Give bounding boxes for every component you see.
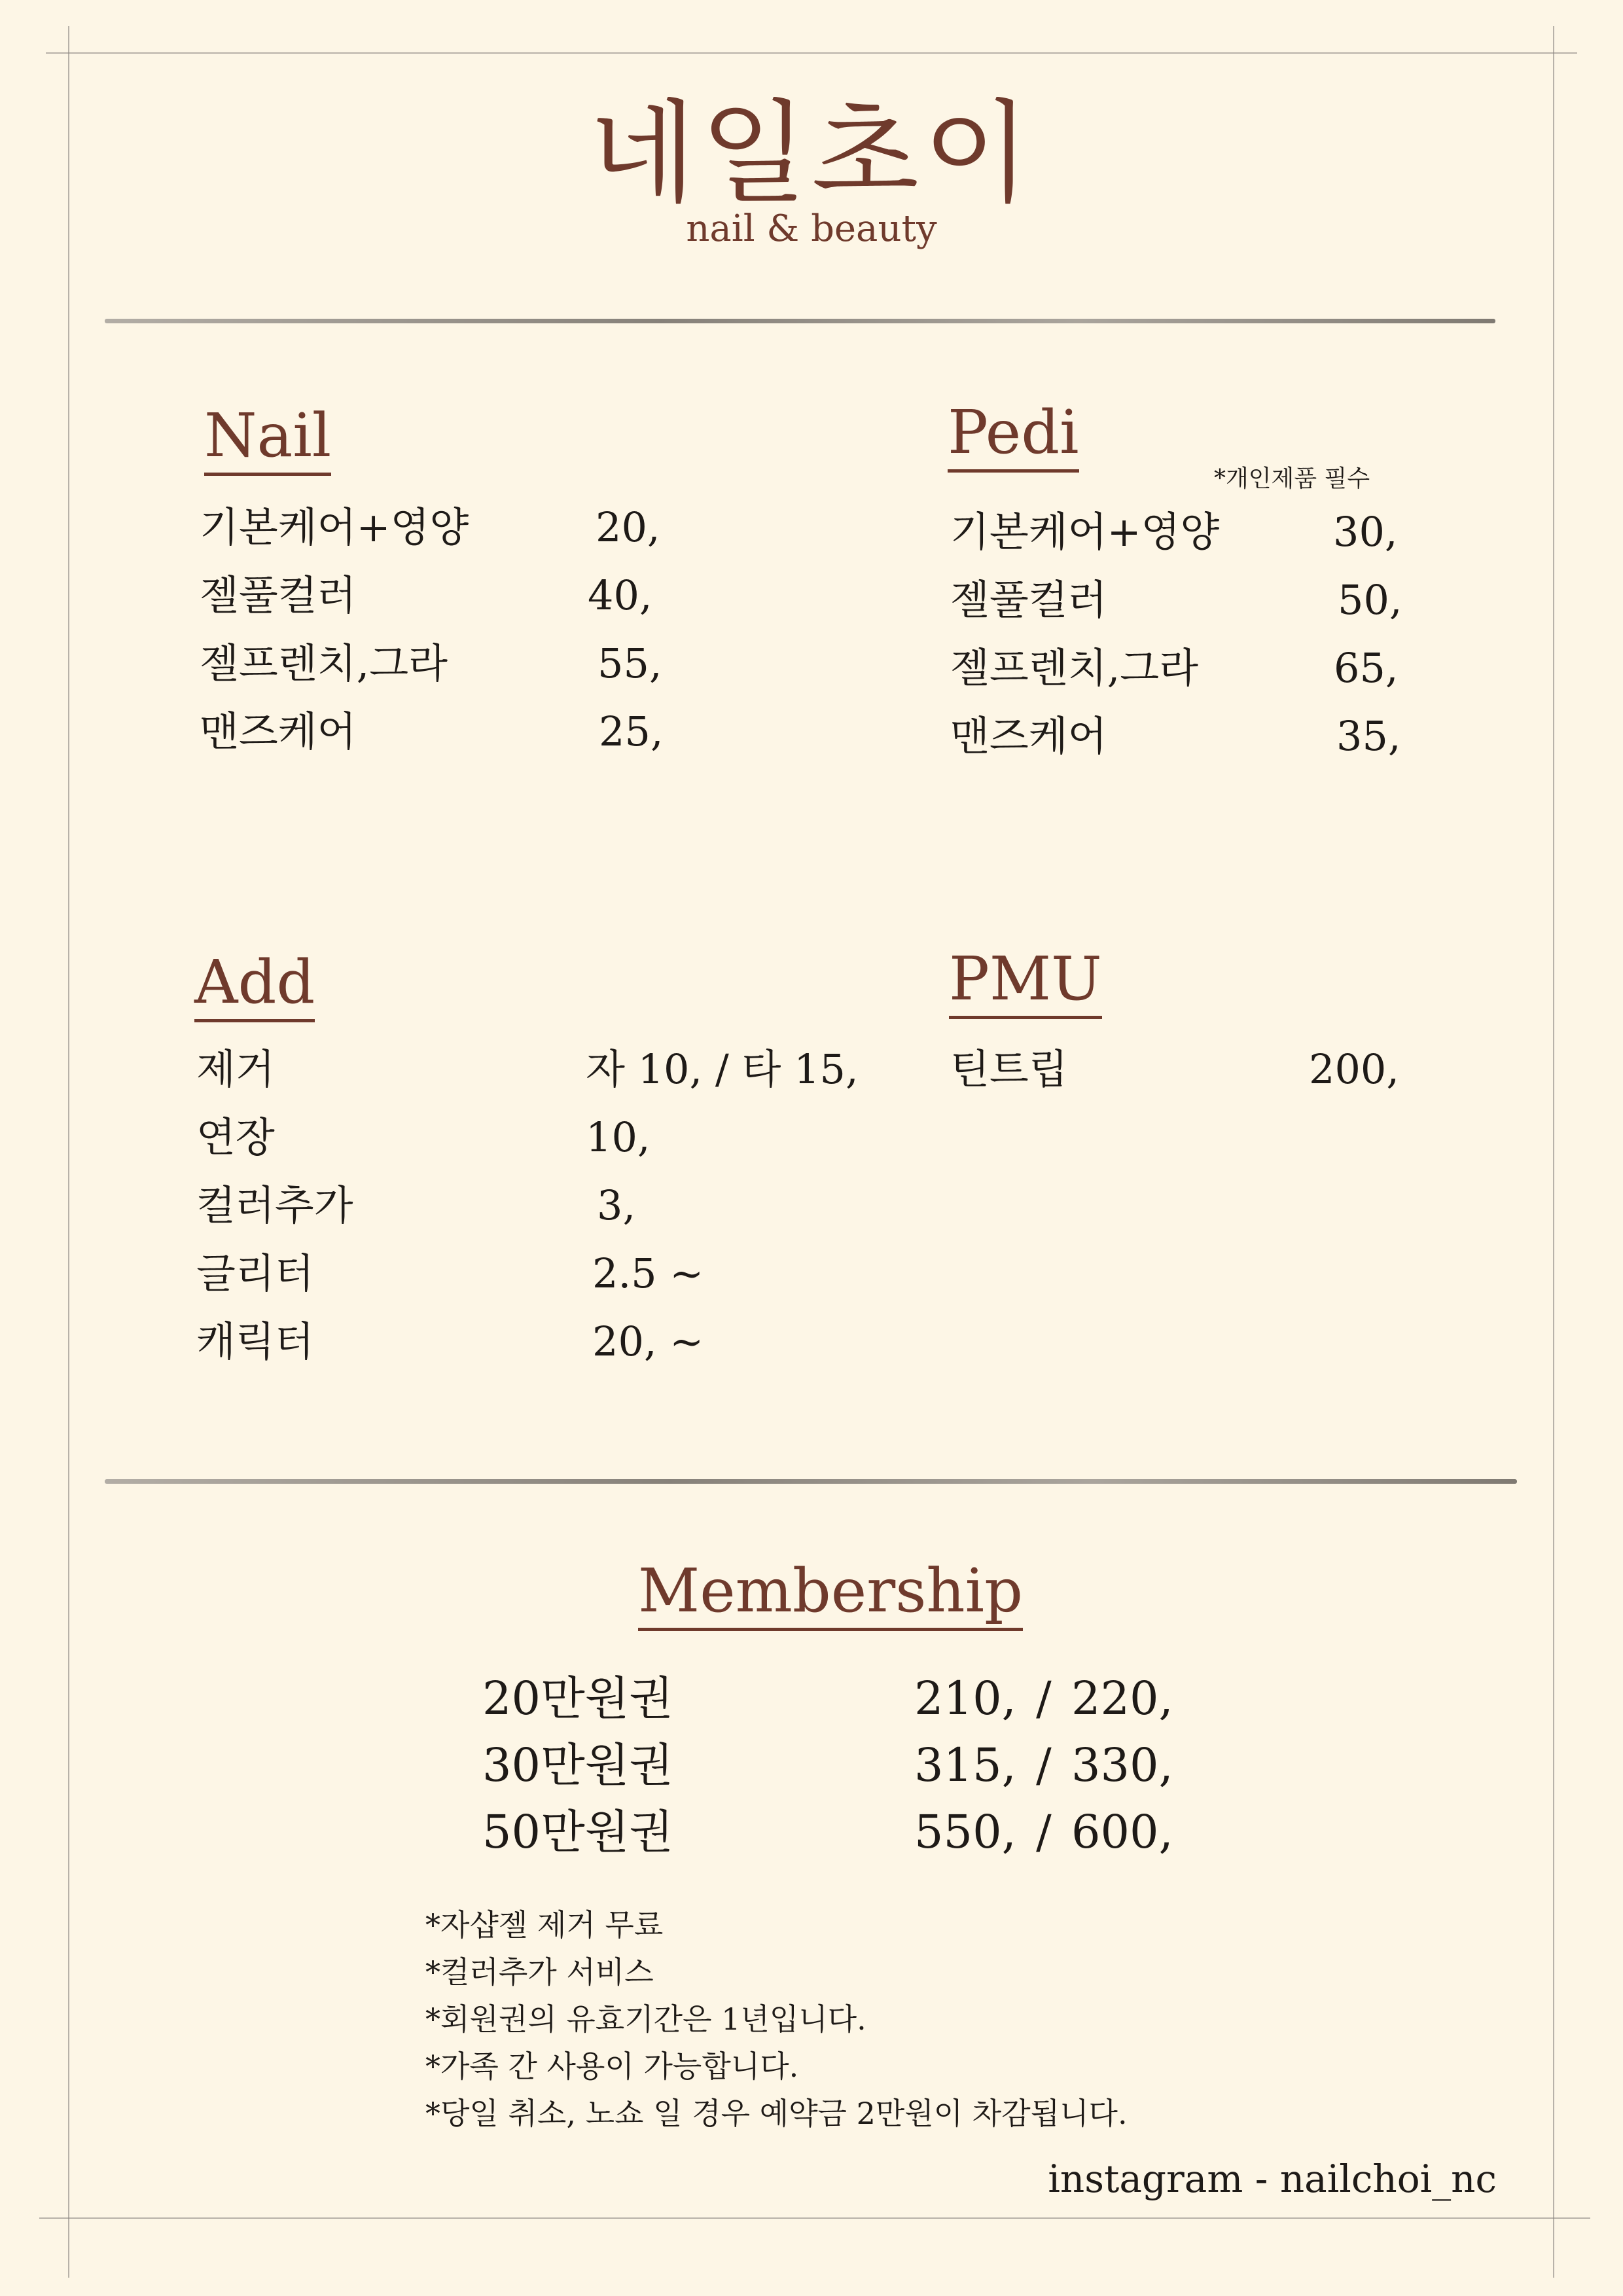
item-price: 3, xyxy=(597,1181,636,1229)
frame-bottom-line xyxy=(39,2217,1590,2219)
item-name: 20만원권 xyxy=(482,1672,673,1725)
nail-heading: Nail xyxy=(204,406,331,476)
item-price: 30, xyxy=(1333,508,1398,556)
pmu-heading: PMU xyxy=(949,949,1102,1019)
item-price: 35, xyxy=(1336,712,1401,760)
list-item xyxy=(482,1805,1202,1876)
item-price: 25, xyxy=(599,708,664,755)
list-item xyxy=(200,708,671,780)
page-title: 네일초이 xyxy=(588,89,1035,219)
pedi-price-list xyxy=(950,508,1421,784)
note-line: *컬러추가 서비스 xyxy=(425,1954,654,1990)
item-name: 50만원권 xyxy=(482,1805,673,1859)
item-name: 젤프렌치,그라 xyxy=(950,644,1199,692)
membership-heading: Membership xyxy=(638,1561,1023,1631)
list-item xyxy=(482,1738,1202,1809)
item-price: 20, ~ xyxy=(592,1318,704,1365)
item-price: 20, xyxy=(596,503,660,551)
item-name: 맨즈케어 xyxy=(950,712,1107,760)
item-price: 65, xyxy=(1334,644,1399,692)
list-item xyxy=(950,644,1421,716)
note-line: *당일 취소, 노쇼 일 경우 예약금 2만원이 차감됩니다. xyxy=(425,2096,1128,2131)
item-price: 10, xyxy=(586,1113,651,1161)
item-price: 50, xyxy=(1338,576,1402,624)
membership-price-list xyxy=(482,1672,1202,1876)
page-subtitle: nail & beauty xyxy=(686,207,937,250)
item-name: 30만원권 xyxy=(482,1738,673,1792)
item-name: 기본케어+영양 xyxy=(200,503,469,551)
note-line: *가족 간 사용이 가능합니다. xyxy=(425,2049,799,2084)
membership-notes xyxy=(425,1907,1128,2145)
item-name: 제거 xyxy=(196,1045,275,1093)
instagram-handle: instagram - nailchoi_nc xyxy=(1048,2157,1497,2201)
divider-top xyxy=(105,319,1495,323)
note-line: *회원권의 유효기간은 1년입니다. xyxy=(425,2001,866,2037)
pedi-note: *개인제품 필수 xyxy=(1214,465,1370,492)
add-heading: Add xyxy=(194,952,315,1022)
item-name: 캐릭터 xyxy=(196,1318,314,1365)
item-name: 기본케어+영양 xyxy=(950,508,1220,556)
list-item xyxy=(950,1045,1448,1117)
add-price-list xyxy=(196,1045,859,1390)
list-item xyxy=(950,576,1421,648)
list-item xyxy=(200,503,671,575)
nail-price-list xyxy=(200,503,671,780)
item-name: 젤프렌치,그라 xyxy=(200,639,448,687)
list-item xyxy=(950,508,1421,580)
pmu-price-list xyxy=(950,1045,1448,1117)
item-price: 315, / 330, xyxy=(914,1738,1173,1792)
item-name: 틴트립 xyxy=(950,1045,1068,1093)
list-item xyxy=(196,1249,851,1321)
list-item xyxy=(950,712,1421,784)
item-name: 연장 xyxy=(196,1113,275,1161)
frame-left-line xyxy=(68,26,69,2278)
divider-middle xyxy=(105,1479,1517,1484)
item-name: 컬러추가 xyxy=(196,1181,353,1229)
item-price: 40, xyxy=(588,571,652,619)
list-item xyxy=(482,1672,1202,1742)
item-price: 2.5 ~ xyxy=(592,1249,704,1297)
item-price: 550, / 600, xyxy=(914,1805,1173,1859)
item-price: 55, xyxy=(597,639,662,687)
list-item xyxy=(200,571,671,643)
frame-top-line xyxy=(46,52,1577,54)
list-item xyxy=(200,639,671,711)
item-price: 210, / 220, xyxy=(914,1672,1173,1725)
pedi-heading: Pedi xyxy=(948,403,1079,473)
frame-right-line xyxy=(1553,26,1554,2278)
list-item xyxy=(196,1318,851,1390)
list-item xyxy=(196,1045,859,1117)
list-item xyxy=(196,1113,851,1185)
item-name: 젤풀컬러 xyxy=(200,571,357,619)
note-line: *자샵젤 제거 무료 xyxy=(425,1907,664,1943)
item-name: 젤풀컬러 xyxy=(950,576,1107,624)
item-name: 글리터 xyxy=(196,1249,314,1297)
item-price: 200, xyxy=(1309,1045,1400,1093)
item-name: 맨즈케어 xyxy=(200,708,357,755)
item-price: 자 10, / 타 15, xyxy=(586,1045,859,1093)
list-item xyxy=(196,1181,851,1253)
